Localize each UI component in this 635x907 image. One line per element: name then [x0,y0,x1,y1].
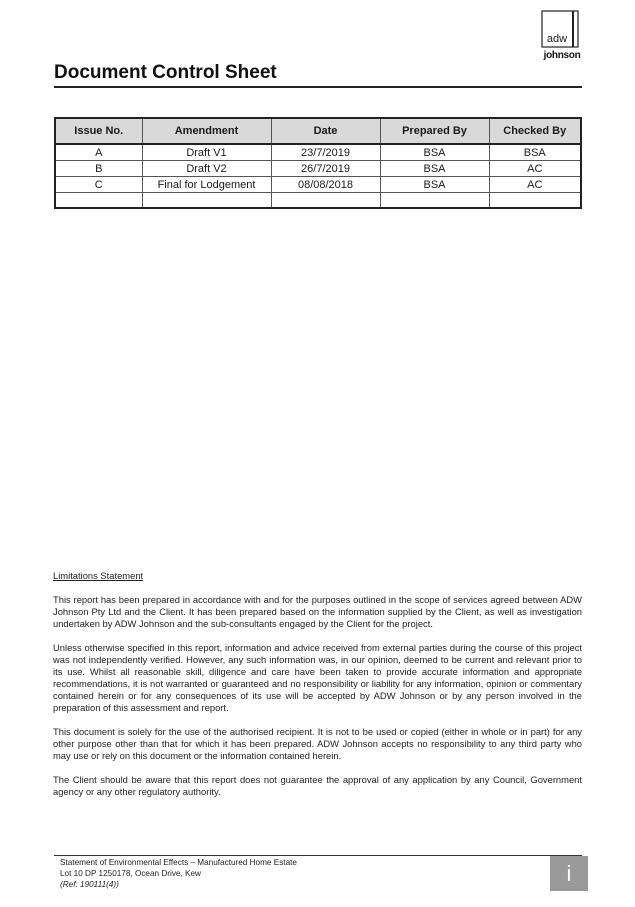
cell-issue-no: B [55,161,142,177]
limitations-paragraph: This document is solely for the use of the authorised recipient. It is not to be used or copied (either in whole or in part) for any other purpose other than that for which it has been prepared. ADW Johnson accepts no responsibility to any third party who may use or rely on this document or the information contained herein. [53,726,582,761]
limitations-paragraph: The Client should be aware that this report does not guarantee the approval of any application by any Council, Government agency or any other regulatory authority. [53,774,582,797]
logo-mark-icon [540,10,584,50]
header-issue-no: Issue No. [55,118,142,144]
limitations-heading: Limitations Statement [53,570,144,581]
cell-checked-by: BSA [489,144,581,161]
footer-document-title: Statement of Environmental Effects – Manufactured Home Estate [60,858,297,867]
cell-checked-by: AC [489,177,581,193]
header-date: Date [271,118,380,144]
logo-name: johnson [543,50,581,61]
limitations-paragraph: This report has been prepared in accordance with and for the purposes outlined in the scope of services agreed between ADW Johnson Pty Ltd and the Client. It has been prepared based on the information supplied by the Client, as well as investigation undertaken by ADW Johnson and the sub-consultants engaged by the Client for the project. [53,594,582,629]
cell-amendment: Draft V2 [142,161,271,177]
cell-date: 26/7/2019 [271,161,380,177]
header-prepared-by: Prepared By [380,118,489,144]
logo-text-mark: adw [546,33,568,45]
company-logo [540,10,584,62]
table-row-empty [55,193,581,209]
header-amendment: Amendment [142,118,271,144]
cell-prepared-by: BSA [380,161,489,177]
cell-prepared-by: BSA [380,144,489,161]
cell-amendment: Final for Lodgement [142,177,271,193]
empty-cell [55,193,142,209]
cell-issue-no: A [55,144,142,161]
page-number: i [550,856,588,891]
cell-prepared-by: BSA [380,177,489,193]
empty-cell [271,193,380,209]
empty-cell [142,193,271,209]
footer [60,857,297,890]
table-row [55,161,581,177]
footer-site-address: Lot 10 DP 1250178, Ocean Drive, Kew [60,869,201,878]
footer-reference: (Ref: 190111(4)) [60,880,119,889]
page-title: Document Control Sheet [54,62,277,83]
cell-issue-no: C [55,177,142,193]
table-header-row [55,118,581,144]
table-row [55,144,581,161]
title-divider [54,86,582,88]
document-control-table [54,117,582,209]
cell-date: 23/7/2019 [271,144,380,161]
empty-cell [489,193,581,209]
limitations-paragraph: Unless otherwise specified in this report, information and advice received from external parties during the course of this project was not independently verified. However, any such information was, in our opinion, deemed to be current and relevant prior to its use. Whilst all reasonable skill, diligence and care have been taken to provide accurate information and appropriate recommendations, it is not warranted or guaranteed and no responsibility or liability for any information, opinion or commentary contained herein or for any consequences of its use will be accepted by ADW Johnson or by any person involved in the preparation of this assessment and report. [53,642,582,713]
cell-amendment: Draft V1 [142,144,271,161]
empty-cell [380,193,489,209]
header-checked-by: Checked By [489,118,581,144]
limitations-section [53,570,582,810]
cell-date: 08/08/2018 [271,177,380,193]
table-row [55,177,581,193]
cell-checked-by: AC [489,161,581,177]
footer-divider [54,855,582,856]
